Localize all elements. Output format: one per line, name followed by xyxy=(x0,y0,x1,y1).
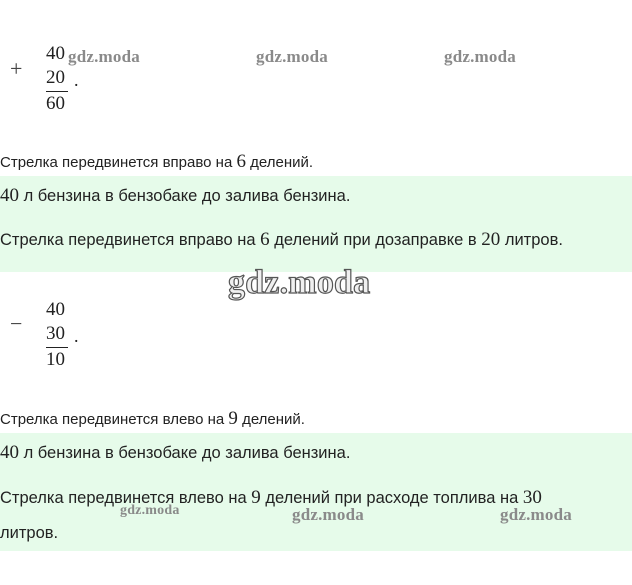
watermark: gdz.moda xyxy=(68,47,140,66)
difference-result: 10 xyxy=(46,349,65,370)
watermark-large: gdz.moda xyxy=(228,264,371,301)
subtraction-dot: . xyxy=(74,326,79,346)
explanation-line-2: Стрелка передвинется вправо на 6 делений при дозаправке в 20 литров. xyxy=(0,229,563,250)
watermark: gdz.moda xyxy=(256,47,328,66)
watermark: gdz.moda xyxy=(292,505,364,524)
addend-1: 40 xyxy=(46,43,65,64)
watermark: gdz.moda xyxy=(120,503,180,518)
plus-sign: + xyxy=(10,56,23,81)
explanation-line-4: Стрелка передвинется влево на 9 делений при расходе топлива на 30 xyxy=(0,487,542,508)
watermark: gdz.moda xyxy=(444,47,516,66)
addition-dot: . xyxy=(74,70,79,90)
subtrahend: 30 xyxy=(46,323,65,344)
minuend: 40 xyxy=(46,299,65,320)
addition-column xyxy=(46,42,68,116)
note-left: Стрелка передвинется влево на 9 делений. xyxy=(0,408,305,429)
watermark: gdz.moda xyxy=(500,505,572,524)
explanation-line-3: 40 л бензина в бензобаке до залива бензина. xyxy=(0,442,351,463)
addend-2: 20 xyxy=(46,67,65,88)
minus-sign: − xyxy=(10,311,23,336)
note-right: Стрелка передвинется вправо на 6 делений. xyxy=(0,151,314,172)
explanation-box-left xyxy=(0,433,632,551)
explanation-line-1: 40 л бензина в бензобаке до залива бензина. xyxy=(0,185,351,206)
explanation-line-5: литров. xyxy=(0,524,59,542)
subtraction-column xyxy=(46,298,68,372)
explanation-box-right xyxy=(0,176,632,272)
sum-result: 60 xyxy=(46,93,65,114)
